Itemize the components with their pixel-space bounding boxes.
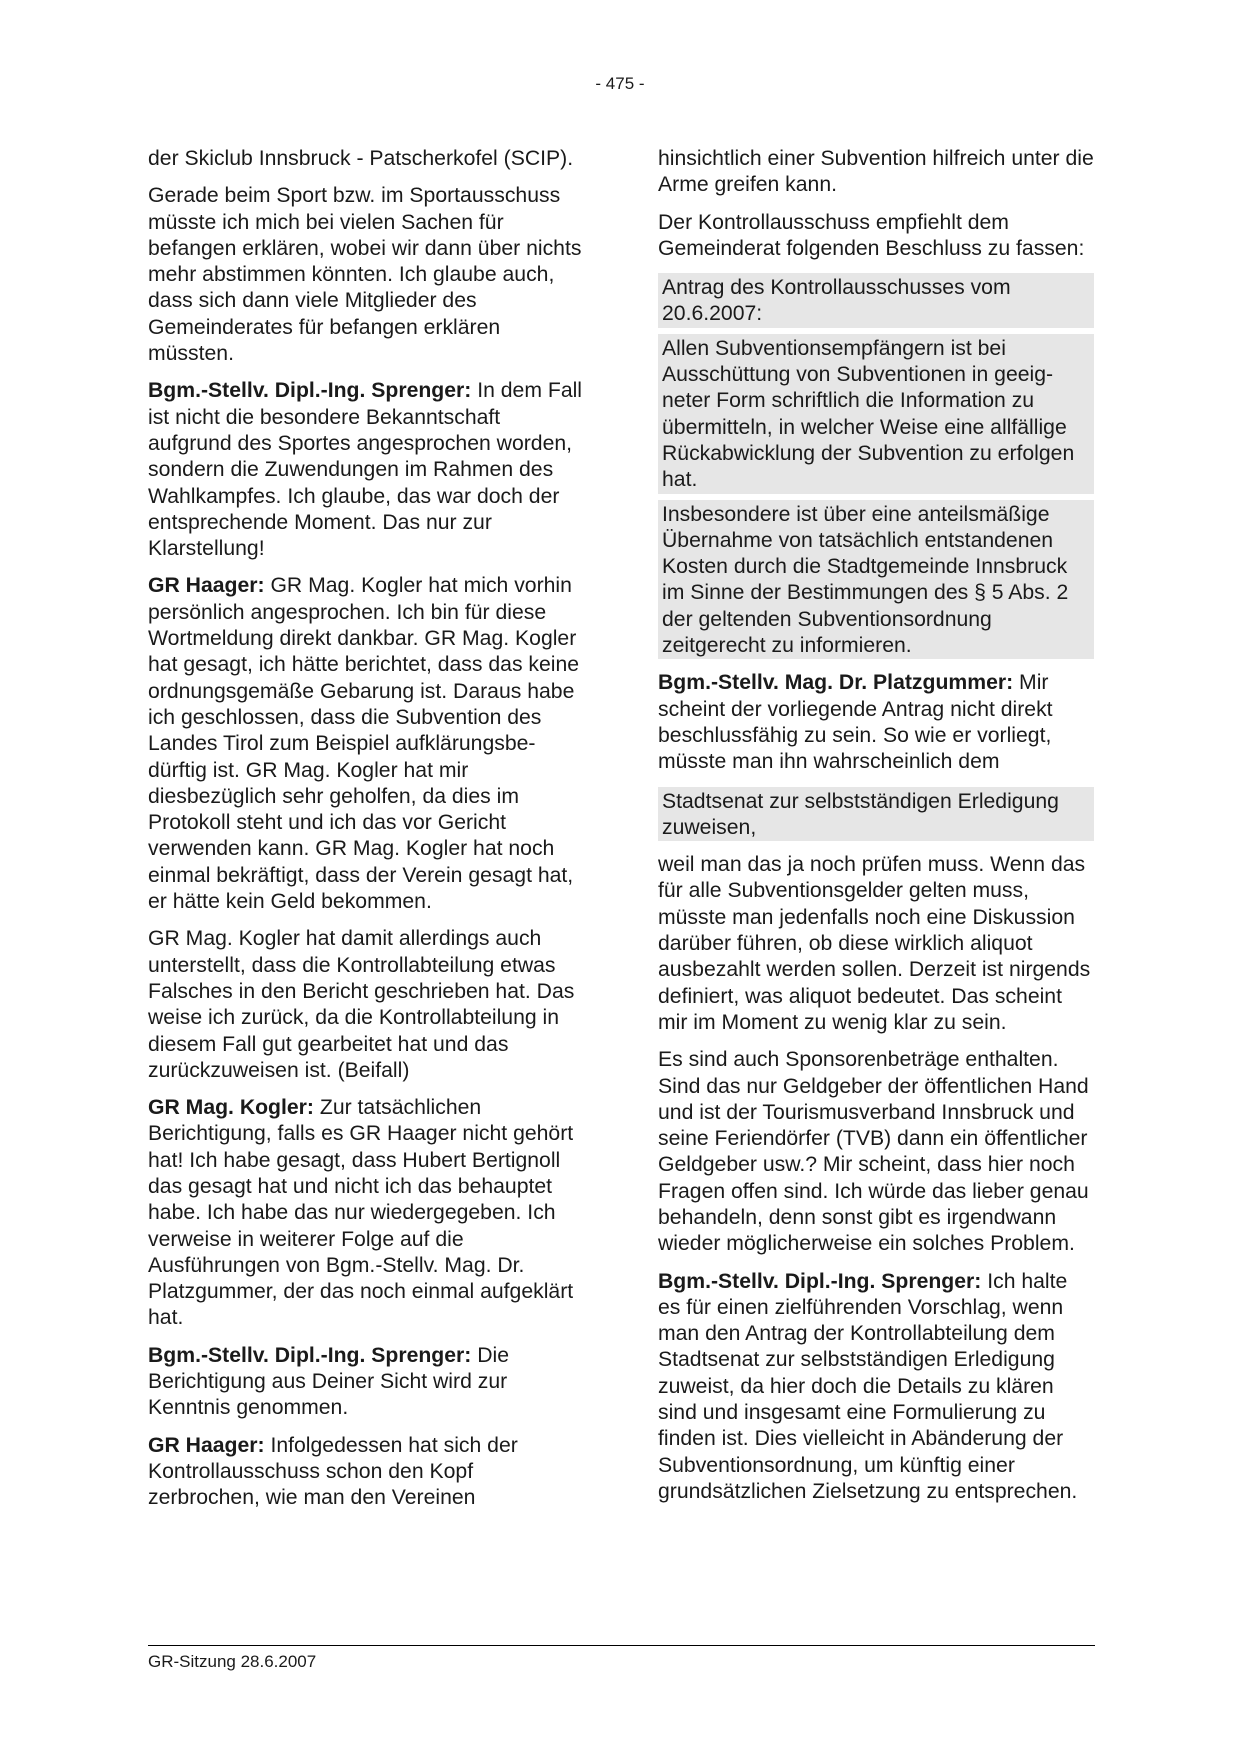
paragraph [148, 183, 584, 367]
paragraph-text: weil man das ja noch prüfen muss. Wenn das für alle Subventionsgelder gelten muss, müsste man jedenfalls noch eine Diskussion darüber führen, ob diese wirklich aliquot ausbezahlt werden sollen. Derzeit ist nirgends definiert, was aliquot bedeutet. Das scheint mir im Moment zu wenig klar zu sein. [658, 853, 1091, 1034]
paragraph [148, 926, 584, 1084]
paragraph [148, 378, 584, 562]
page-number: - 475 - [595, 74, 645, 93]
paragraph-text: GR Mag. Kogler hat mich vorhin persönlich angesprochen. Ich bin für diese Wortmeldung direkt dankbar. GR Mag. Kogler hat gesagt, ich hätte berichtet, dass das keine ordnungsgemäße Gebarung ist. Daraus habe ich geschlossen, dass die Subvention des Landes Tirol zum Beispiel aufklärungsbedürftig ist. GR Mag. Kogler hat mir diesbezüglich sehr geholfen, da dies im Protokoll steht und ich das vor Gericht verwenden kann. GR Mag. Kogler hat noch einmal bekräftigt, dass der Verein gesagt hat, er hätte kein Geld bekommen. [148, 574, 580, 914]
motion-box [658, 500, 1094, 660]
paragraph [148, 573, 584, 915]
paragraph-text: Insbesondere ist über eine anteilsmäßige Übernahme von tatsächlich entstandenen Kosten durch die Stadtgemeinde Innsbruck im Sinne der Bestimmungen des § 5 Abs. 2 der geltenden Subventionsordnung zeitgerecht zu informieren. [662, 502, 1069, 658]
speaker-name: Bgm.-Stellv. Dipl.-Ing. Sprenger: [148, 1343, 472, 1367]
paragraph-text: Der Kontrollausschuss empfiehlt dem Gemeinderat folgenden Beschluss zu fassen: [658, 210, 1085, 260]
motion-box [658, 334, 1094, 494]
paragraph [658, 1047, 1094, 1257]
paragraph-text: Es sind auch Sponsorenbeträge enthalten. Sind das nur Geldgeber der öffentlichen Hand und ist der Tourismusverband Innsbruck und seine Feriendörfer (TVB) dann ein öffentlicher Geldgeber usw.? Mir scheint, dass hier noch Fragen offen sind. Ich würde das lieber genau behandeln, denn sonst gibt es irgendwann wieder möglicherweise ein solches Problem. [658, 1048, 1089, 1256]
speaker-name: GR Haager: [148, 574, 265, 598]
paragraph [148, 1095, 584, 1332]
footer-divider [148, 1645, 1095, 1646]
paragraph-text: Antrag des Kontrollausschusses vom 20.6.2007: [662, 276, 1011, 326]
motion-box [658, 787, 1094, 842]
paragraph [658, 1269, 1094, 1506]
paragraph [658, 670, 1094, 775]
paragraph-text: der Skiclub Innsbruck - Patscherkofel (SCIP). [148, 147, 574, 170]
speaker-name: GR Mag. Kogler: [148, 1096, 314, 1120]
speaker-name: GR Haager: [148, 1433, 265, 1457]
motion-box [658, 273, 1094, 328]
paragraph [148, 1343, 584, 1422]
paragraph-text: GR Mag. Kogler hat damit allerdings auch unterstellt, dass die Kontrollabteilung etwas Falsches in den Bericht geschrieben hat. Das weise ich zurück, da die Kontrollabteilung in diesem Fall gut gearbeitet hat und das zurückzuweisen ist. (Beifall) [148, 927, 575, 1082]
paragraph [658, 852, 1094, 1036]
paragraph [658, 210, 1094, 263]
left-column [148, 146, 584, 1523]
paragraph-text: hinsichtlich einer Subvention hilfreich unter die Arme greifen kann. [658, 147, 1094, 197]
paragraph-text: Die Berichtigung aus Deiner Sicht wird zur Kenntnis genommen. [148, 1343, 510, 1420]
paragraph [148, 1433, 584, 1512]
paragraph-text: Zur tatsächlichen Berichtigung, falls es GR Haager nicht gehört hat! Ich habe gesagt, dass Hubert Bertignoll das gesagt hat und nicht ich das behauptet habe. Ich habe das nur wiedergegeben. Ich verweise in weiterer Folge auf die Ausführungen von Bgm.-Stellv. Mag. Dr. Platzgummer, der das noch einmal aufgeklärt hat. [148, 1096, 574, 1330]
speaker-name: Bgm.-Stellv. Dipl.-Ing. Sprenger: [148, 379, 472, 403]
paragraph [148, 146, 584, 172]
paragraph-text: Infolgedessen hat sich der Kontrollausschuss schon den Kopf zerbrochen, wie man den Vereinen [148, 1433, 518, 1510]
footer-text: GR-Sitzung 28.6.2007 [148, 1652, 317, 1671]
paragraph-text: Ich halte es für einen zielführenden Vorschlag, wenn man den Antrag der Kontrollabteilung dem Stadtsenat zur selbstständigen Erledigung zuweist, da hier doch die Details zu klären sind und insgesamt eine Formulierung zu finden ist. Dies vielleicht in Abänderung der Subventionsordnung, um künftig einer grundsätzlichen Zielsetzung zu entsprechen. [658, 1269, 1078, 1503]
paragraph-text: Stadtsenat zur selbstständigen Erledigung zuweisen, [662, 789, 1059, 839]
paragraph [658, 146, 1094, 199]
paragraph-text: Gerade beim Sport bzw. im Sportausschuss müsste ich mich bei vielen Sachen für befangen erklären, wobei wir dann über nichts mehr abstimmen könnten. Ich glaube auch, dass sich dann viele Mitglieder des Gemeinderates für befangen erklären müssten. [148, 184, 582, 366]
paragraph-text: Allen Subventionsempfängern ist bei Ausschüttung von Subventionen in geeigneter Form schriftlich die Information zu übermitteln, in welcher Weise eine allfällige Rückabwicklung der Subvention zu erfolgen hat. [662, 336, 1075, 492]
right-column [658, 146, 1094, 1516]
paragraph-text: Mir scheint der vorliegende Antrag nicht direkt beschlussfähig zu sein. So wie er vorliegt, müsste man ihn wahrscheinlich dem [658, 671, 1053, 774]
paragraph-text: In dem Fall ist nicht die besondere Bekanntschaft aufgrund des Sportes angesprochen worden, sondern die Zuwendungen im Rahmen des Wahlkampfes. Ich glaube, das war doch der entsprechende Moment. Das nur zur Klarstellung! [148, 379, 583, 561]
speaker-name: Bgm.-Stellv. Mag. Dr. Platzgummer: [658, 671, 1014, 695]
speaker-name: Bgm.-Stellv. Dipl.-Ing. Sprenger: [658, 1269, 982, 1293]
